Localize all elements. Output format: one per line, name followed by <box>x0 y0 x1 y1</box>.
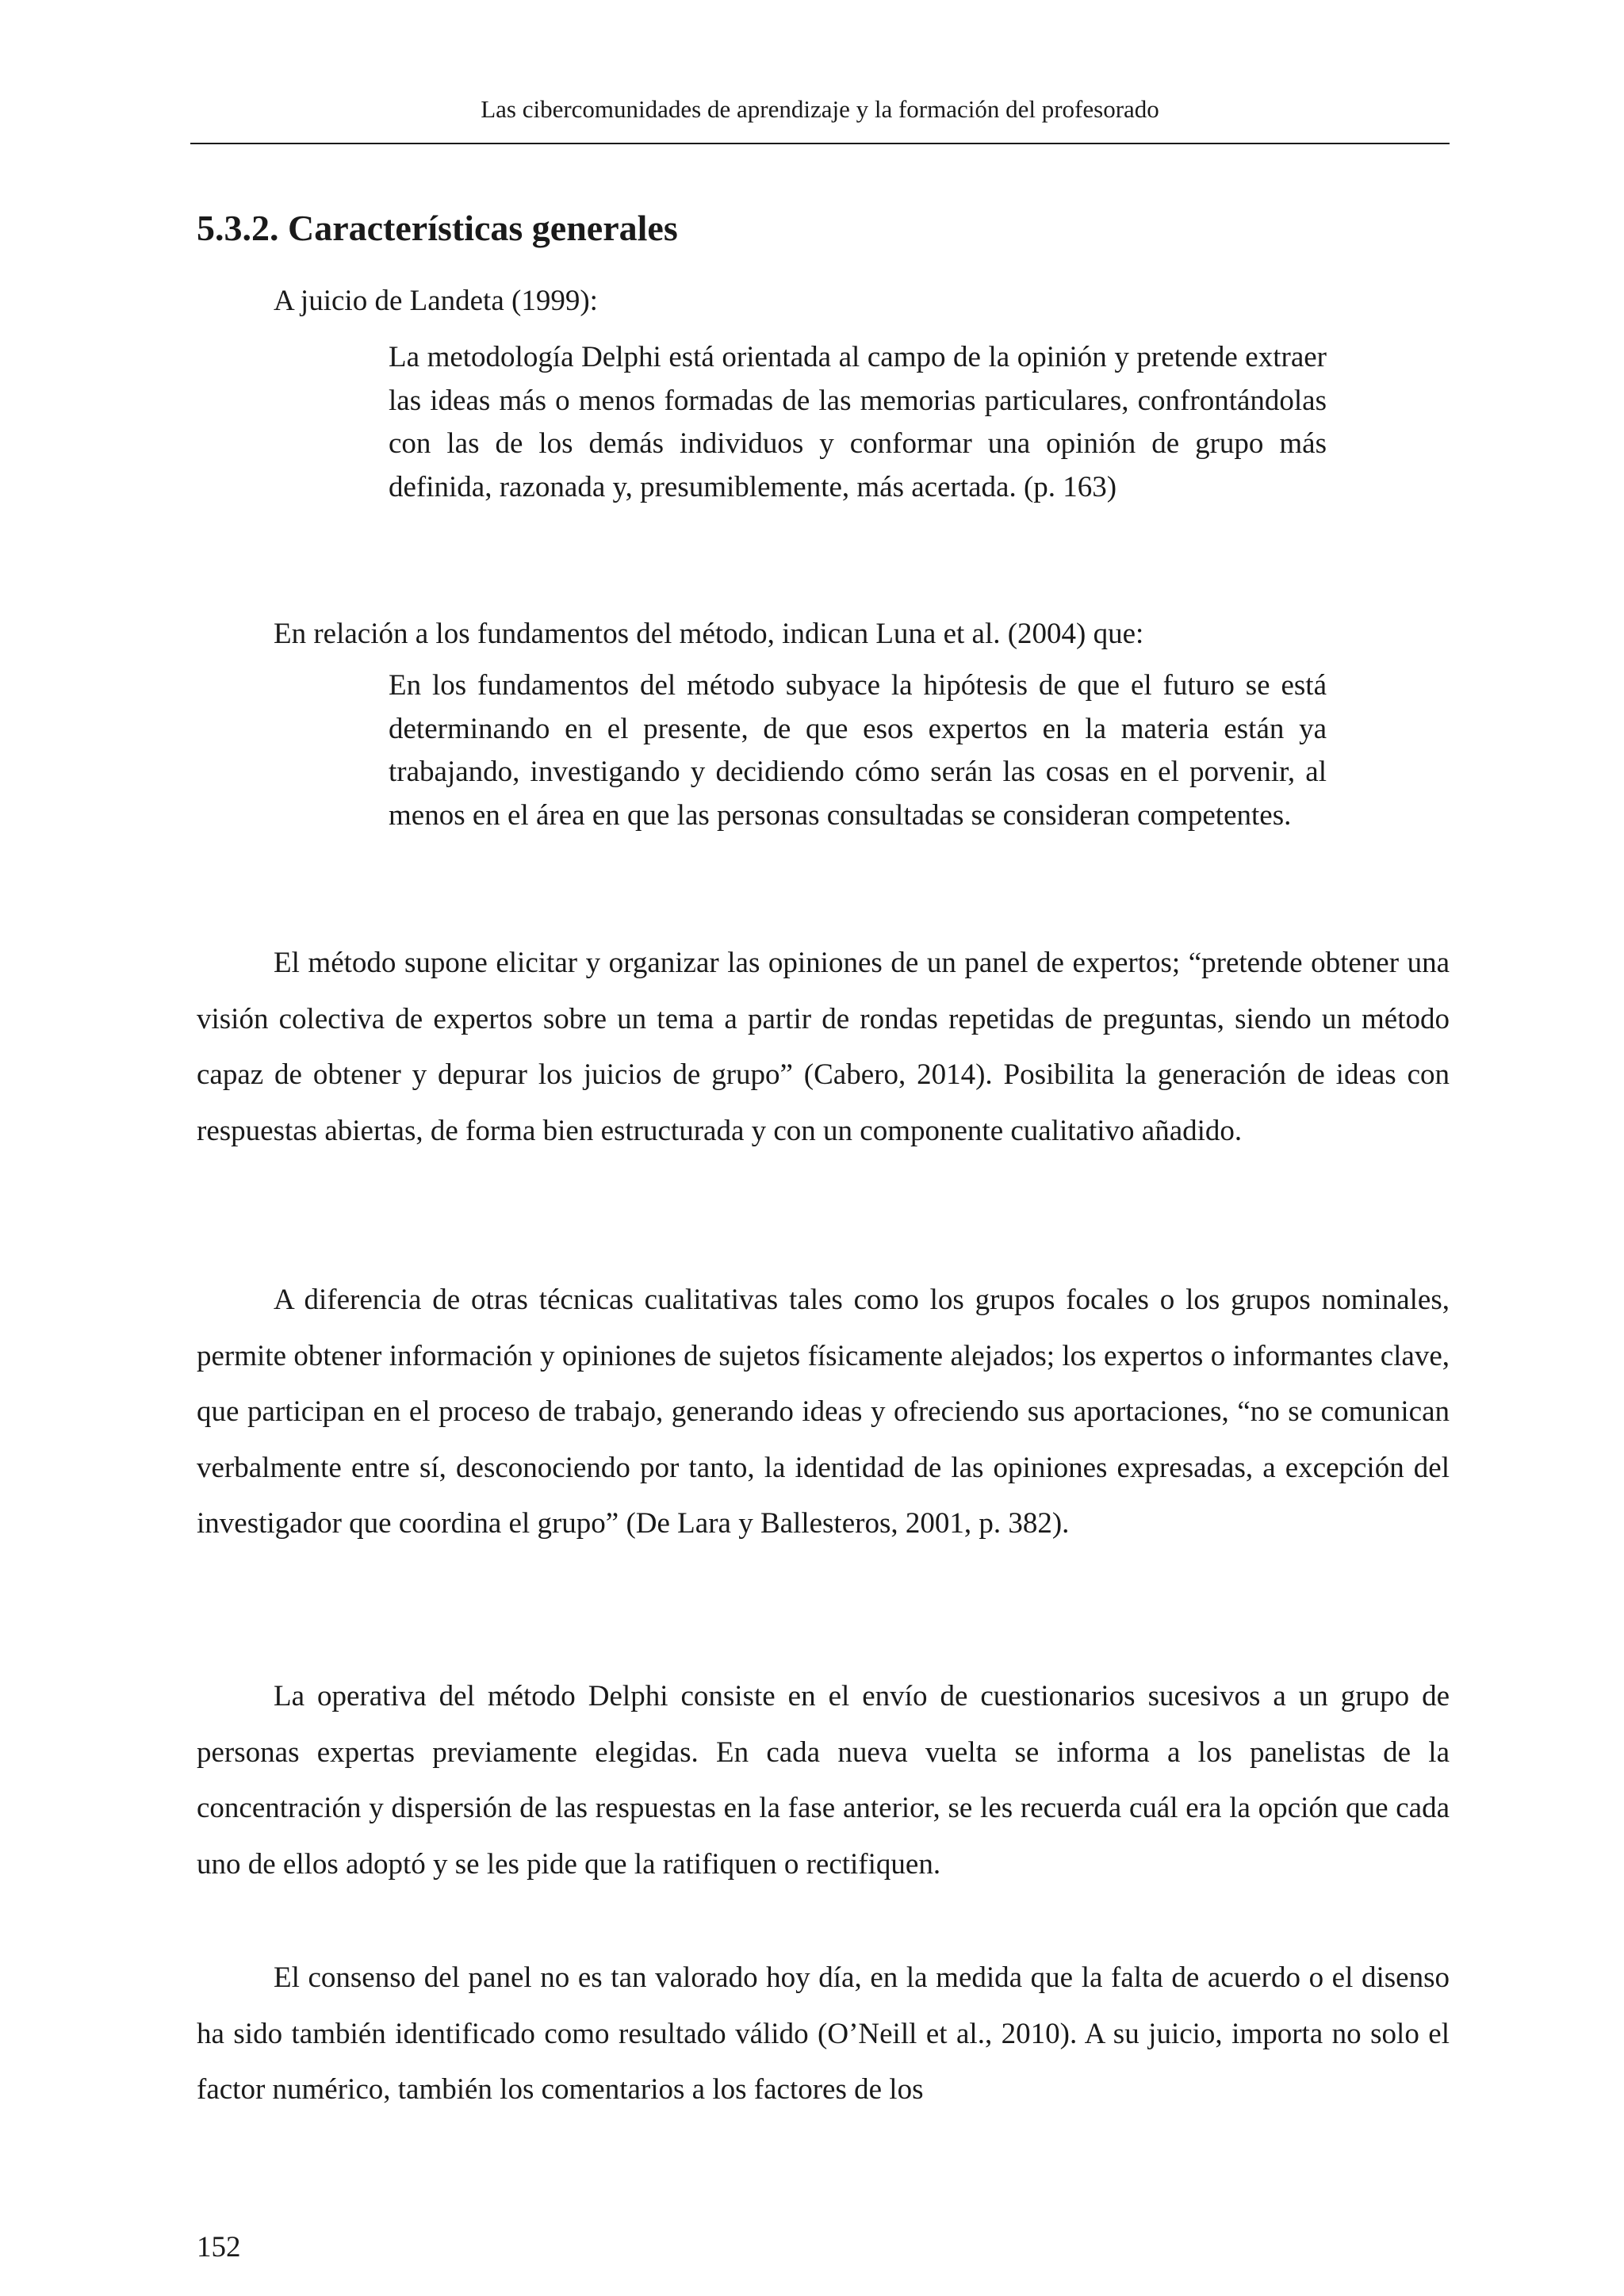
paragraph-differences: A diferencia de otras técnicas cualitativas tales como los grupos focales o los grupos nominales, permite obtener información y opiniones de sujetos físicamente alejados; los expertos o informantes clave, que participan en el proceso de trabajo, generando ideas y ofreciendo sus aportaciones, “no se comunican verbalmente entre sí, desconociendo por tanto, la identidad de las opiniones expresadas, a excepción del investigador que coordina el grupo” (De Lara y Ballesteros, 2001, p. 382). <box>197 1284 1450 1540</box>
paragraph-method: El método supone elicitar y organizar las opiniones de un panel de expertos; “pretende obtener una visión colectiva de expertos sobre un tema a partir de rondas repetidas de preguntas, siendo un método capaz de obtener y depurar los juicios de grupo” (Cabero, 2014). Posibilita la generación de ideas con respuestas abiertas, de forma bien estructurada y con un componente cualitativo añadido. <box>197 947 1450 1147</box>
block-quote-landeta: La metodología Delphi está orientada al campo de la opinión y pretende extraer las ideas más o menos formadas de las memorias particulares, confrontándolas con las de los demás individuos y conformar una opinión de grupo más definida, razonada y, presumiblemente, más acertada. (p. 163) <box>389 341 1327 503</box>
block-quote-luna: En los fundamentos del método subyace la hipótesis de que el futuro se está determinando en el presente, de que esos expertos en la materia están ya trabajando, investigando y decidiendo cómo serán las cosas en el porvenir, al menos en el área en que las personas consultadas se consideran competentes. <box>389 669 1327 832</box>
intro-landeta: A juicio de Landeta (1999): <box>274 285 598 317</box>
running-header: Las cibercomunidades de aprendizaje y la formación del profesorado <box>481 95 1159 123</box>
paragraph-operation: La operativa del método Delphi consiste en el envío de cuestionarios sucesivos a un grupo de personas expertas previamente elegidas. En cada nueva vuelta se informa a los panelistas de la concentración y dispersión de las respuestas en la fase anterior, se les recuerda cuál era la opción que cada uno de ellos adoptó y se les pide que la ratifiquen o rectifiquen. <box>197 1680 1450 1881</box>
header-rule <box>190 143 1450 144</box>
intro-luna: En relación a los fundamentos del método, indican Luna et al. (2004) que: <box>274 618 1144 650</box>
paragraph-consensus: El consenso del panel no es tan valorado hoy día, en la medida que la falta de acuerdo o el disenso ha sido también identificado como resultado válido (O’Neill et al., 2010). A su juicio, importa no solo el factor numérico, también los comentarios a los factores de los <box>197 1961 1450 2106</box>
page-number: 152 <box>197 2231 241 2263</box>
section-heading: 5.3.2. Características generales <box>197 208 678 248</box>
